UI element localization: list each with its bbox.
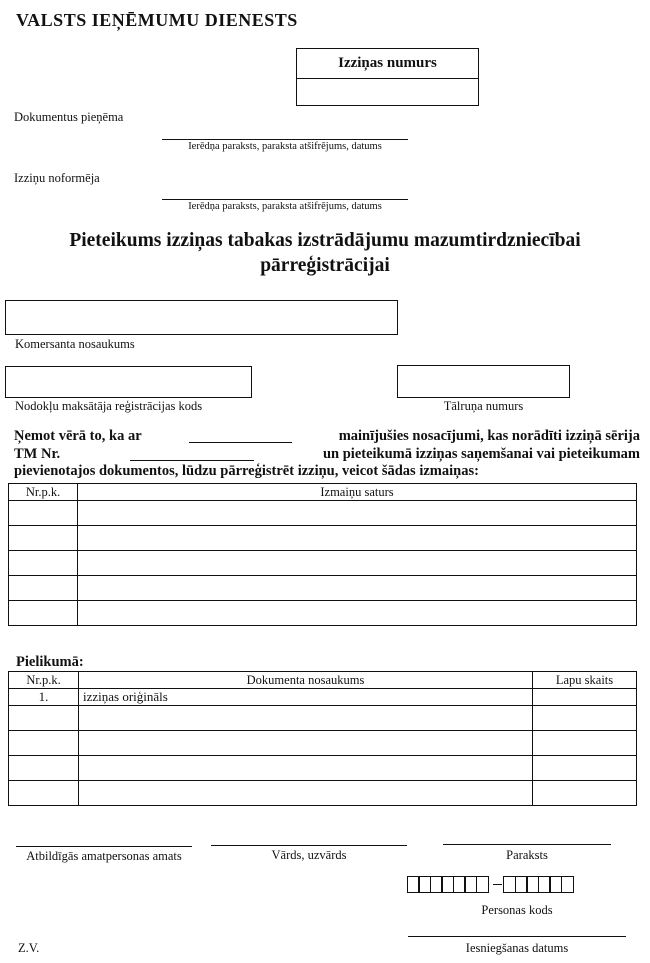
table-cell[interactable]: izziņas oriģināls bbox=[79, 689, 533, 706]
table-cell[interactable]: 1. bbox=[9, 689, 79, 706]
table-row bbox=[9, 526, 637, 551]
reference-number-label: Izziņas numurs bbox=[297, 49, 478, 79]
document-title-line1: Pieteikums izziņas tabakas izstrādājumu mazumtirdzniecībai bbox=[69, 230, 581, 251]
table-cell[interactable] bbox=[78, 601, 637, 626]
received-by-signature-line[interactable] bbox=[162, 139, 408, 140]
table-cell[interactable] bbox=[79, 781, 533, 806]
position-label: Atbildīgās amatpersonas amats bbox=[26, 849, 182, 863]
company-name-label: Komersanta nosaukums bbox=[15, 337, 135, 351]
table-cell[interactable] bbox=[78, 526, 637, 551]
statement-text-1b: mainījušies nosacījumi, kas norādīti izziņā sērija bbox=[338, 428, 640, 444]
name-label: Vārds, uzvārds bbox=[271, 848, 347, 862]
table-cell[interactable] bbox=[9, 501, 78, 526]
reference-number-field[interactable] bbox=[297, 79, 478, 106]
document-title bbox=[0, 228, 650, 278]
column-header: Nr.p.k. bbox=[9, 484, 78, 501]
table-cell[interactable] bbox=[9, 731, 79, 756]
statement-line1 bbox=[14, 428, 640, 446]
table-header-row bbox=[9, 484, 637, 501]
column-header: Dokumenta nosaukums bbox=[79, 672, 533, 689]
table-row bbox=[9, 706, 637, 731]
table-cell[interactable] bbox=[533, 781, 637, 806]
tax-code-input[interactable] bbox=[5, 366, 252, 398]
table-cell[interactable] bbox=[533, 756, 637, 781]
table-header-row bbox=[9, 672, 637, 689]
table-row bbox=[9, 781, 637, 806]
received-by-caption: Ierēdņa paraksts, paraksta atšifrējums, datums bbox=[188, 141, 382, 152]
statement-paragraph bbox=[14, 428, 640, 481]
attachments-table bbox=[8, 671, 637, 806]
agency-name: VALSTS IEŅĒMUMU DIENESTS bbox=[16, 10, 298, 30]
document-title-line2: pārreģistrācijai bbox=[260, 255, 390, 276]
table-cell[interactable] bbox=[9, 756, 79, 781]
table-cell[interactable] bbox=[78, 576, 637, 601]
table-cell[interactable] bbox=[9, 526, 78, 551]
column-header: Nr.p.k. bbox=[9, 672, 79, 689]
issued-by-label: Izziņu noformēja bbox=[14, 171, 100, 185]
received-by-label: Dokumentus pieņēma bbox=[14, 110, 124, 124]
signature-label: Paraksts bbox=[506, 848, 548, 862]
column-header: Lapu skaits bbox=[533, 672, 637, 689]
phone-label: Tālruņa numurs bbox=[443, 399, 524, 413]
date-blank-field[interactable] bbox=[189, 428, 292, 443]
phone-input[interactable] bbox=[397, 365, 570, 398]
table-row bbox=[9, 501, 637, 526]
table-row bbox=[9, 551, 637, 576]
table-cell[interactable] bbox=[79, 731, 533, 756]
tax-code-label: Nodokļu maksātāja reģistrācijas kods bbox=[15, 399, 203, 413]
table-cell[interactable] bbox=[79, 706, 533, 731]
table-cell[interactable] bbox=[9, 576, 78, 601]
table-row bbox=[9, 689, 637, 706]
certificate-number-blank-field[interactable] bbox=[130, 446, 254, 461]
signature-line[interactable] bbox=[443, 844, 611, 845]
personal-code-label: Personas kods bbox=[481, 903, 553, 917]
submission-date-line[interactable] bbox=[408, 936, 626, 937]
column-header: Izmaiņu saturs bbox=[78, 484, 637, 501]
issued-by-caption: Ierēdņa paraksts, paraksta atšifrējums, datums bbox=[188, 201, 382, 212]
statement-line2 bbox=[14, 446, 640, 464]
issued-by-signature-line[interactable] bbox=[162, 199, 408, 200]
table-cell[interactable] bbox=[533, 706, 637, 731]
personal-code-boxes[interactable] bbox=[408, 875, 574, 893]
company-name-input[interactable] bbox=[5, 300, 398, 335]
table-row bbox=[9, 601, 637, 626]
reference-number-box bbox=[296, 48, 479, 106]
statement-text-2a: TM Nr. bbox=[14, 445, 61, 462]
table-cell[interactable] bbox=[79, 756, 533, 781]
table-cell[interactable] bbox=[9, 601, 78, 626]
statement-text-1a: Ņemot vērā to, ka ar bbox=[14, 428, 142, 444]
statement-line3: pievienotajos dokumentos, lūdzu pārreģistrēt izziņu, veicot šādas izmaiņas: bbox=[14, 463, 479, 479]
stamp-place-label: Z.V. bbox=[18, 941, 40, 955]
table-cell[interactable] bbox=[78, 501, 637, 526]
table-cell[interactable] bbox=[78, 551, 637, 576]
name-line[interactable] bbox=[211, 845, 407, 846]
statement-text-2b: un pieteikumā izziņas saņemšanai vai pieteikumam bbox=[322, 445, 640, 462]
table-cell[interactable] bbox=[533, 731, 637, 756]
table-cell[interactable] bbox=[9, 706, 79, 731]
table-cell[interactable] bbox=[533, 689, 637, 706]
position-line[interactable] bbox=[16, 846, 192, 847]
submission-date-label: Iesniegšanas datums bbox=[465, 941, 569, 955]
table-row bbox=[9, 576, 637, 601]
table-row bbox=[9, 756, 637, 781]
table-cell[interactable] bbox=[9, 551, 78, 576]
attachments-heading: Pielikumā: bbox=[16, 654, 84, 670]
changes-table bbox=[8, 483, 637, 626]
table-row bbox=[9, 731, 637, 756]
table-cell[interactable] bbox=[9, 781, 79, 806]
